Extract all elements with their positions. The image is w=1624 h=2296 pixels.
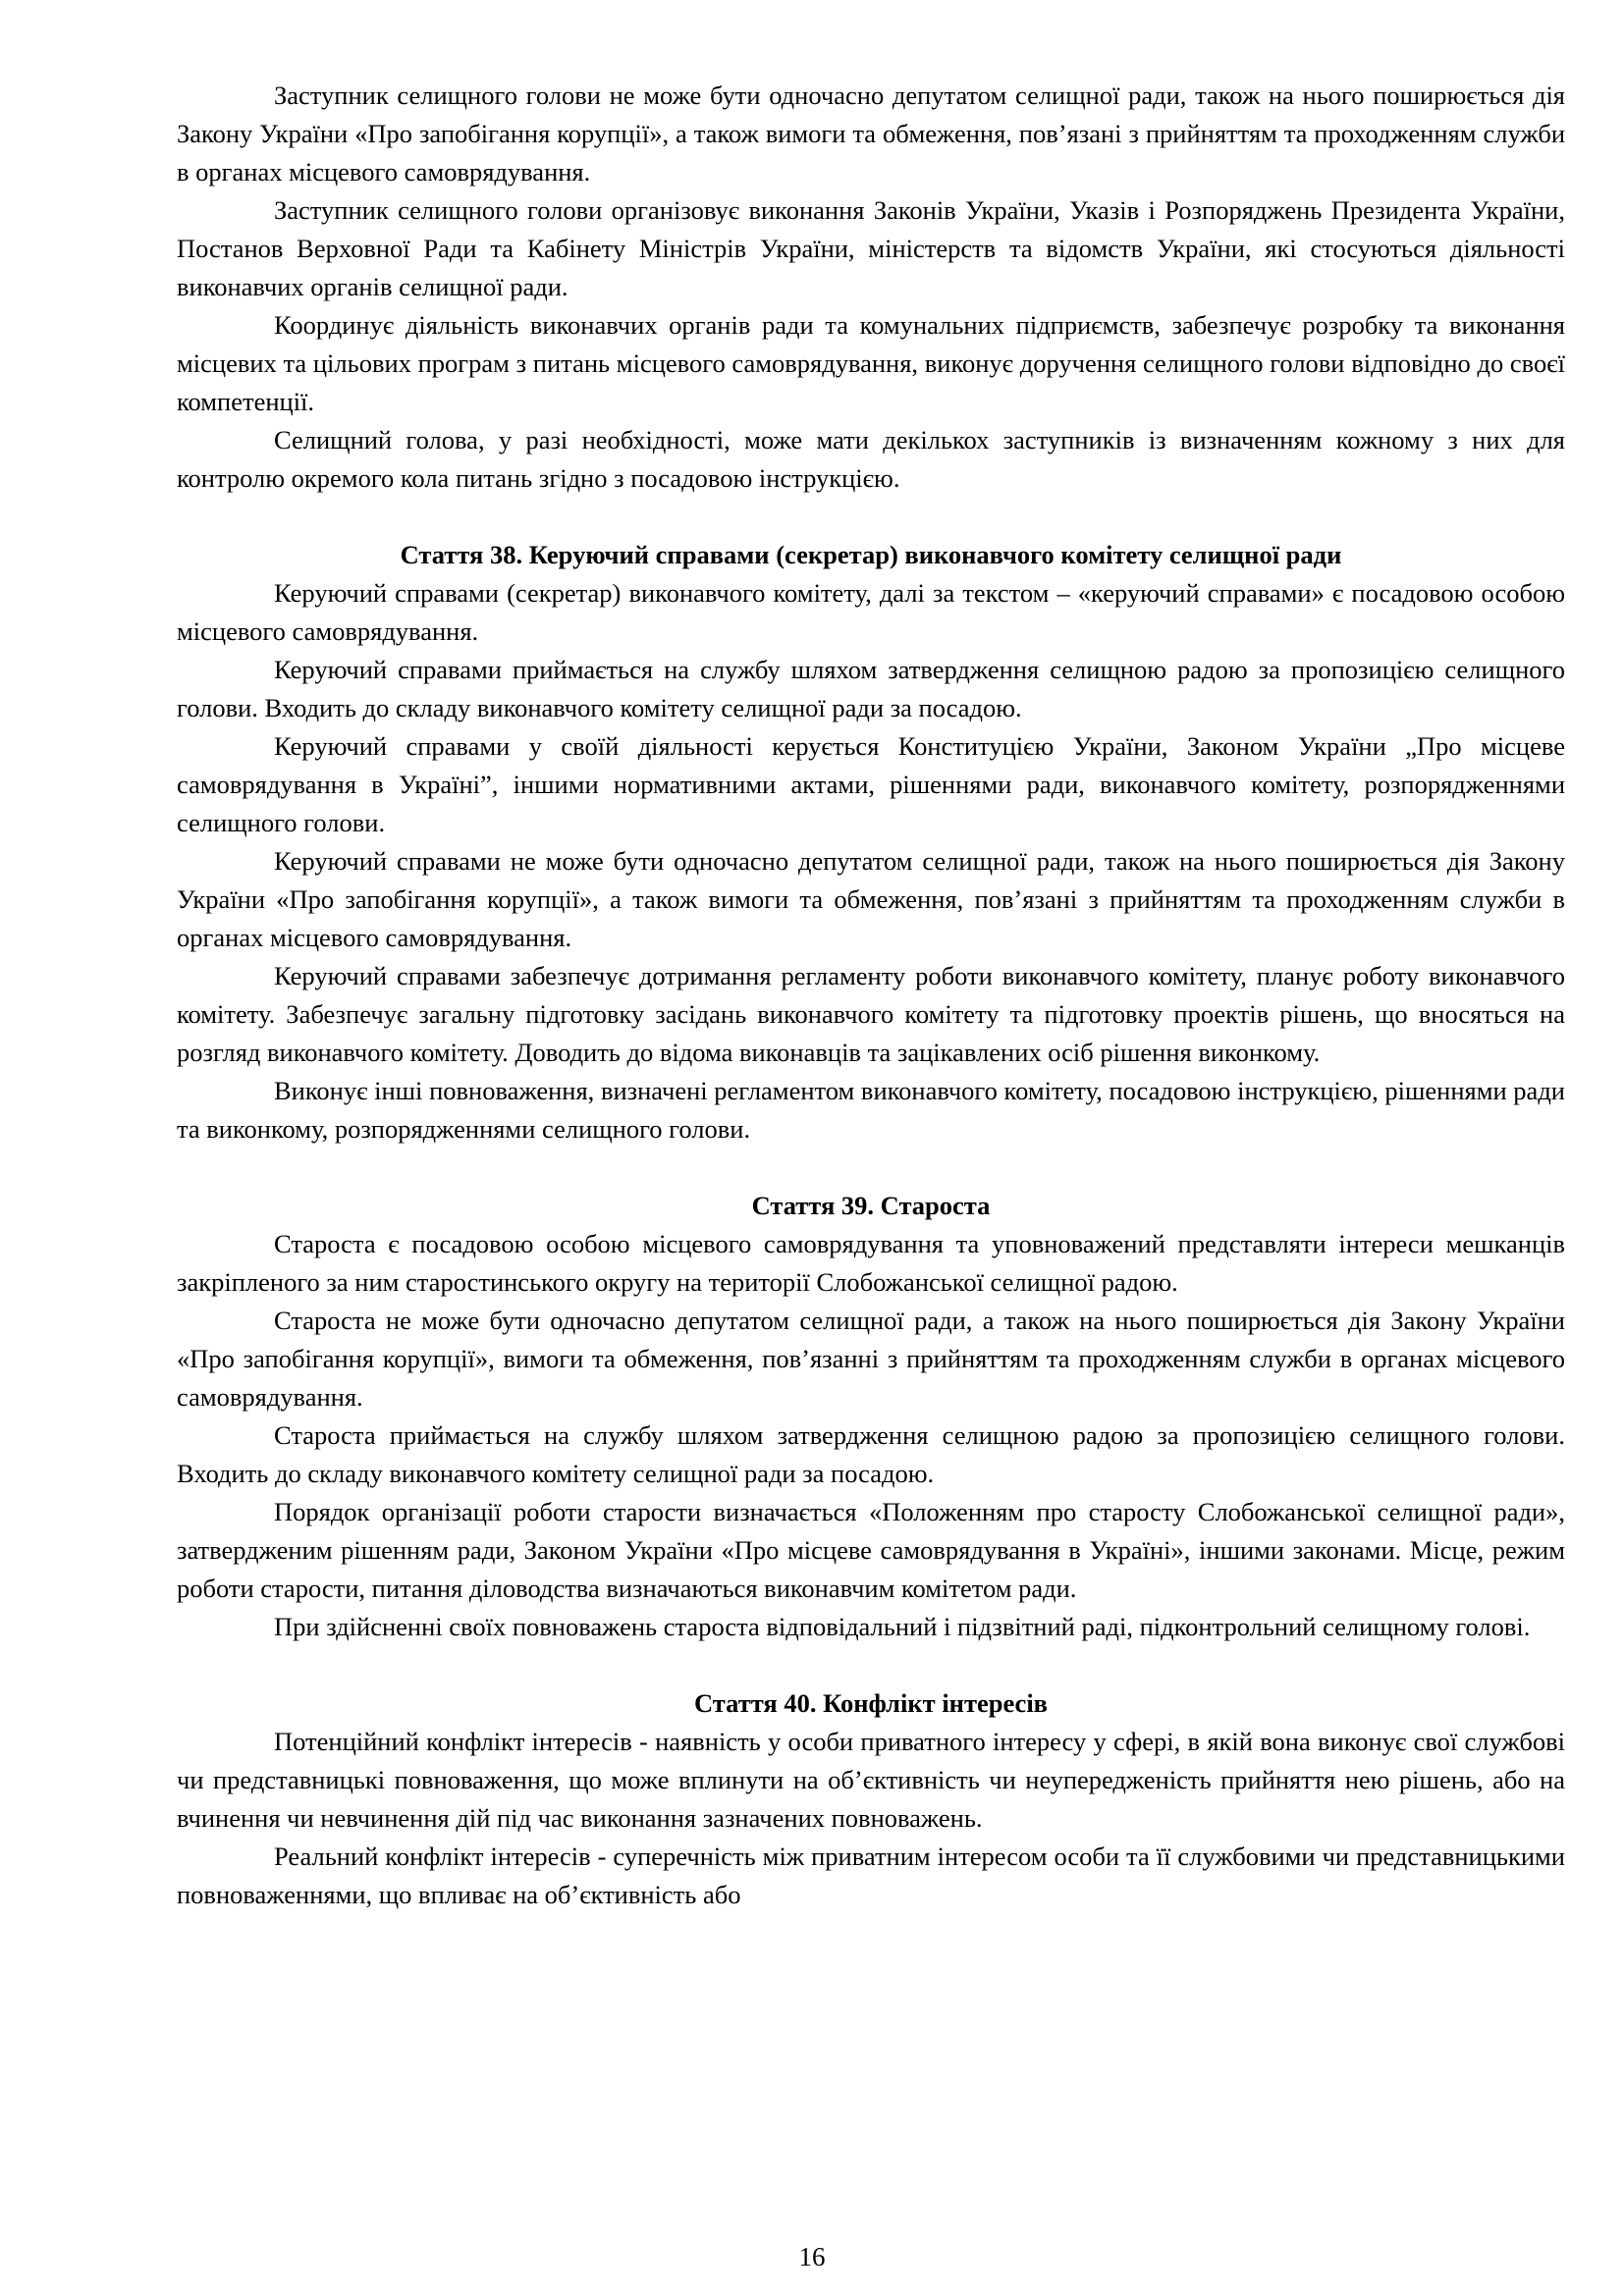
- paragraph: Порядок організації роботи старости визначається «Положенням про старосту Слобожанської селищної ради», затвердженим рішенням ради, Законом України «Про місцеве самоврядування в Україні», іншими законами. Місце, режим роботи старости, питання діловодства визначаються виконавчим комітетом ради.: [177, 1497, 1565, 1603]
- paragraph: Реальний конфлікт інтересів - суперечність між приватним інтересом особи та її службовими чи представницькими повноваженнями, що впливає на об’єктивність або: [177, 1842, 1565, 1909]
- paragraph: Староста приймається на службу шляхом затвердження селищною радою за пропозицією селищного голови. Входить до складу виконавчого комітету селищної ради за посадою.: [177, 1420, 1565, 1488]
- paragraph: Староста не може бути одночасно депутатом селищної ради, а також на нього поширюється дія Закону України «Про запобігання корупції», вимоги та обмеження, пов’язанні з прийняттям та проходженням служби в органах місцевого самоврядування.: [177, 1306, 1565, 1412]
- paragraph: Селищний голова, у разі необхідності, може мати декількох заступників із визначенням кожному з них для контролю окремого кола питань згідно з посадовою інструкцією.: [177, 425, 1565, 493]
- article-40-heading: Стаття 40. Конфлікт інтересів: [694, 1688, 1048, 1718]
- article-39-heading: Стаття 39. Староста: [751, 1191, 991, 1220]
- paragraph: Виконує інші повноваження, визначені регламентом виконавчого комітету, посадовою інструкцією, рішеннями ради та виконкому, розпорядженнями селищного голови.: [177, 1076, 1565, 1144]
- paragraph: Потенційний конфлікт інтересів - наявність у особи приватного інтересу у сфері, в якій вона виконує свої службові чи представницькі повноваження, що може вплинути на об’єктивність чи неупередженість прийняття нею рішень, або на вчинення чи невчинення дій під час виконання зазначених повноважень.: [177, 1727, 1565, 1833]
- paragraph: При здійсненні своїх повноважень староста відповідальний і підзвітний раді, підконтрольний селищному голові.: [274, 1612, 1531, 1641]
- paragraph: Керуючий справами не може бути одночасно депутатом селищної ради, також на нього поширюється дія Закону України «Про запобігання корупції», а також вимоги та обмеження, пов’язані з прийняттям та проходженням служби в органах місцевого самоврядування.: [177, 846, 1565, 952]
- paragraph: Керуючий справами у своїй діяльності керується Конституцією України, Законом України „Про місцеве самоврядування в Україні”, іншими нормативними актами, рішеннями ради, виконавчого комітету, розпорядженнями селищного голови.: [177, 731, 1565, 837]
- paragraph: Заступник селищного голови не може бути одночасно депутатом селищної ради, також на нього поширюється дія Закону України «Про запобігання корупції», а також вимоги та обмеження, пов’язані з прийняттям та проходженням служби в органах місцевого самоврядування.: [177, 80, 1565, 187]
- paragraph: Координує діяльність виконавчих органів ради та комунальних підприємств, забезпечує розробку та виконання місцевих та цільових програм з питань місцевого самоврядування, виконує доручення селищного голови відповідно до своєї компетенції.: [177, 310, 1565, 416]
- paragraph: Староста є посадовою особою місцевого самоврядування та уповноважений представляти інтереси мешканців закріпленого за ним старостинського округу на території Слобожанської селищної радою.: [177, 1229, 1565, 1297]
- section-spacer: [177, 498, 1565, 536]
- paragraph: Керуючий справами (секретар) виконавчого комітету, далі за текстом – «керуючий справами» є посадовою особою місцевого самоврядування.: [177, 578, 1565, 646]
- document-page: [177, 77, 1565, 1914]
- page-number: 16: [798, 2242, 826, 2271]
- section-spacer: [177, 1148, 1565, 1187]
- paragraph: Керуючий справами забезпечує дотримання регламенту роботи виконавчого комітету, планує роботу виконавчого комітету. Забезпечує загальну підготовку засідань виконавчого комітету та підготовку проектів рішень, що вносяться на розгляд виконавчого комітету. Доводить до відома виконавців та зацікавлених осіб рішення виконкому.: [177, 961, 1565, 1067]
- paragraph: Керуючий справами приймається на службу шляхом затвердження селищною радою за пропозицією селищного голови. Входить до складу виконавчого комітету селищної ради за посадою.: [177, 655, 1565, 722]
- section-spacer: [177, 1646, 1565, 1684]
- paragraph: Заступник селищного голови організовує виконання Законів України, Указів і Розпоряджень Президента України, Постанов Верховної Ради та Кабінету Міністрів України, міністерств та відомств України, які стосуються діяльності виконавчих органів селищної ради.: [177, 195, 1565, 301]
- article-38-heading: Стаття 38. Керуючий справами (секретар) виконавчого комітету селищної ради: [400, 540, 1342, 569]
